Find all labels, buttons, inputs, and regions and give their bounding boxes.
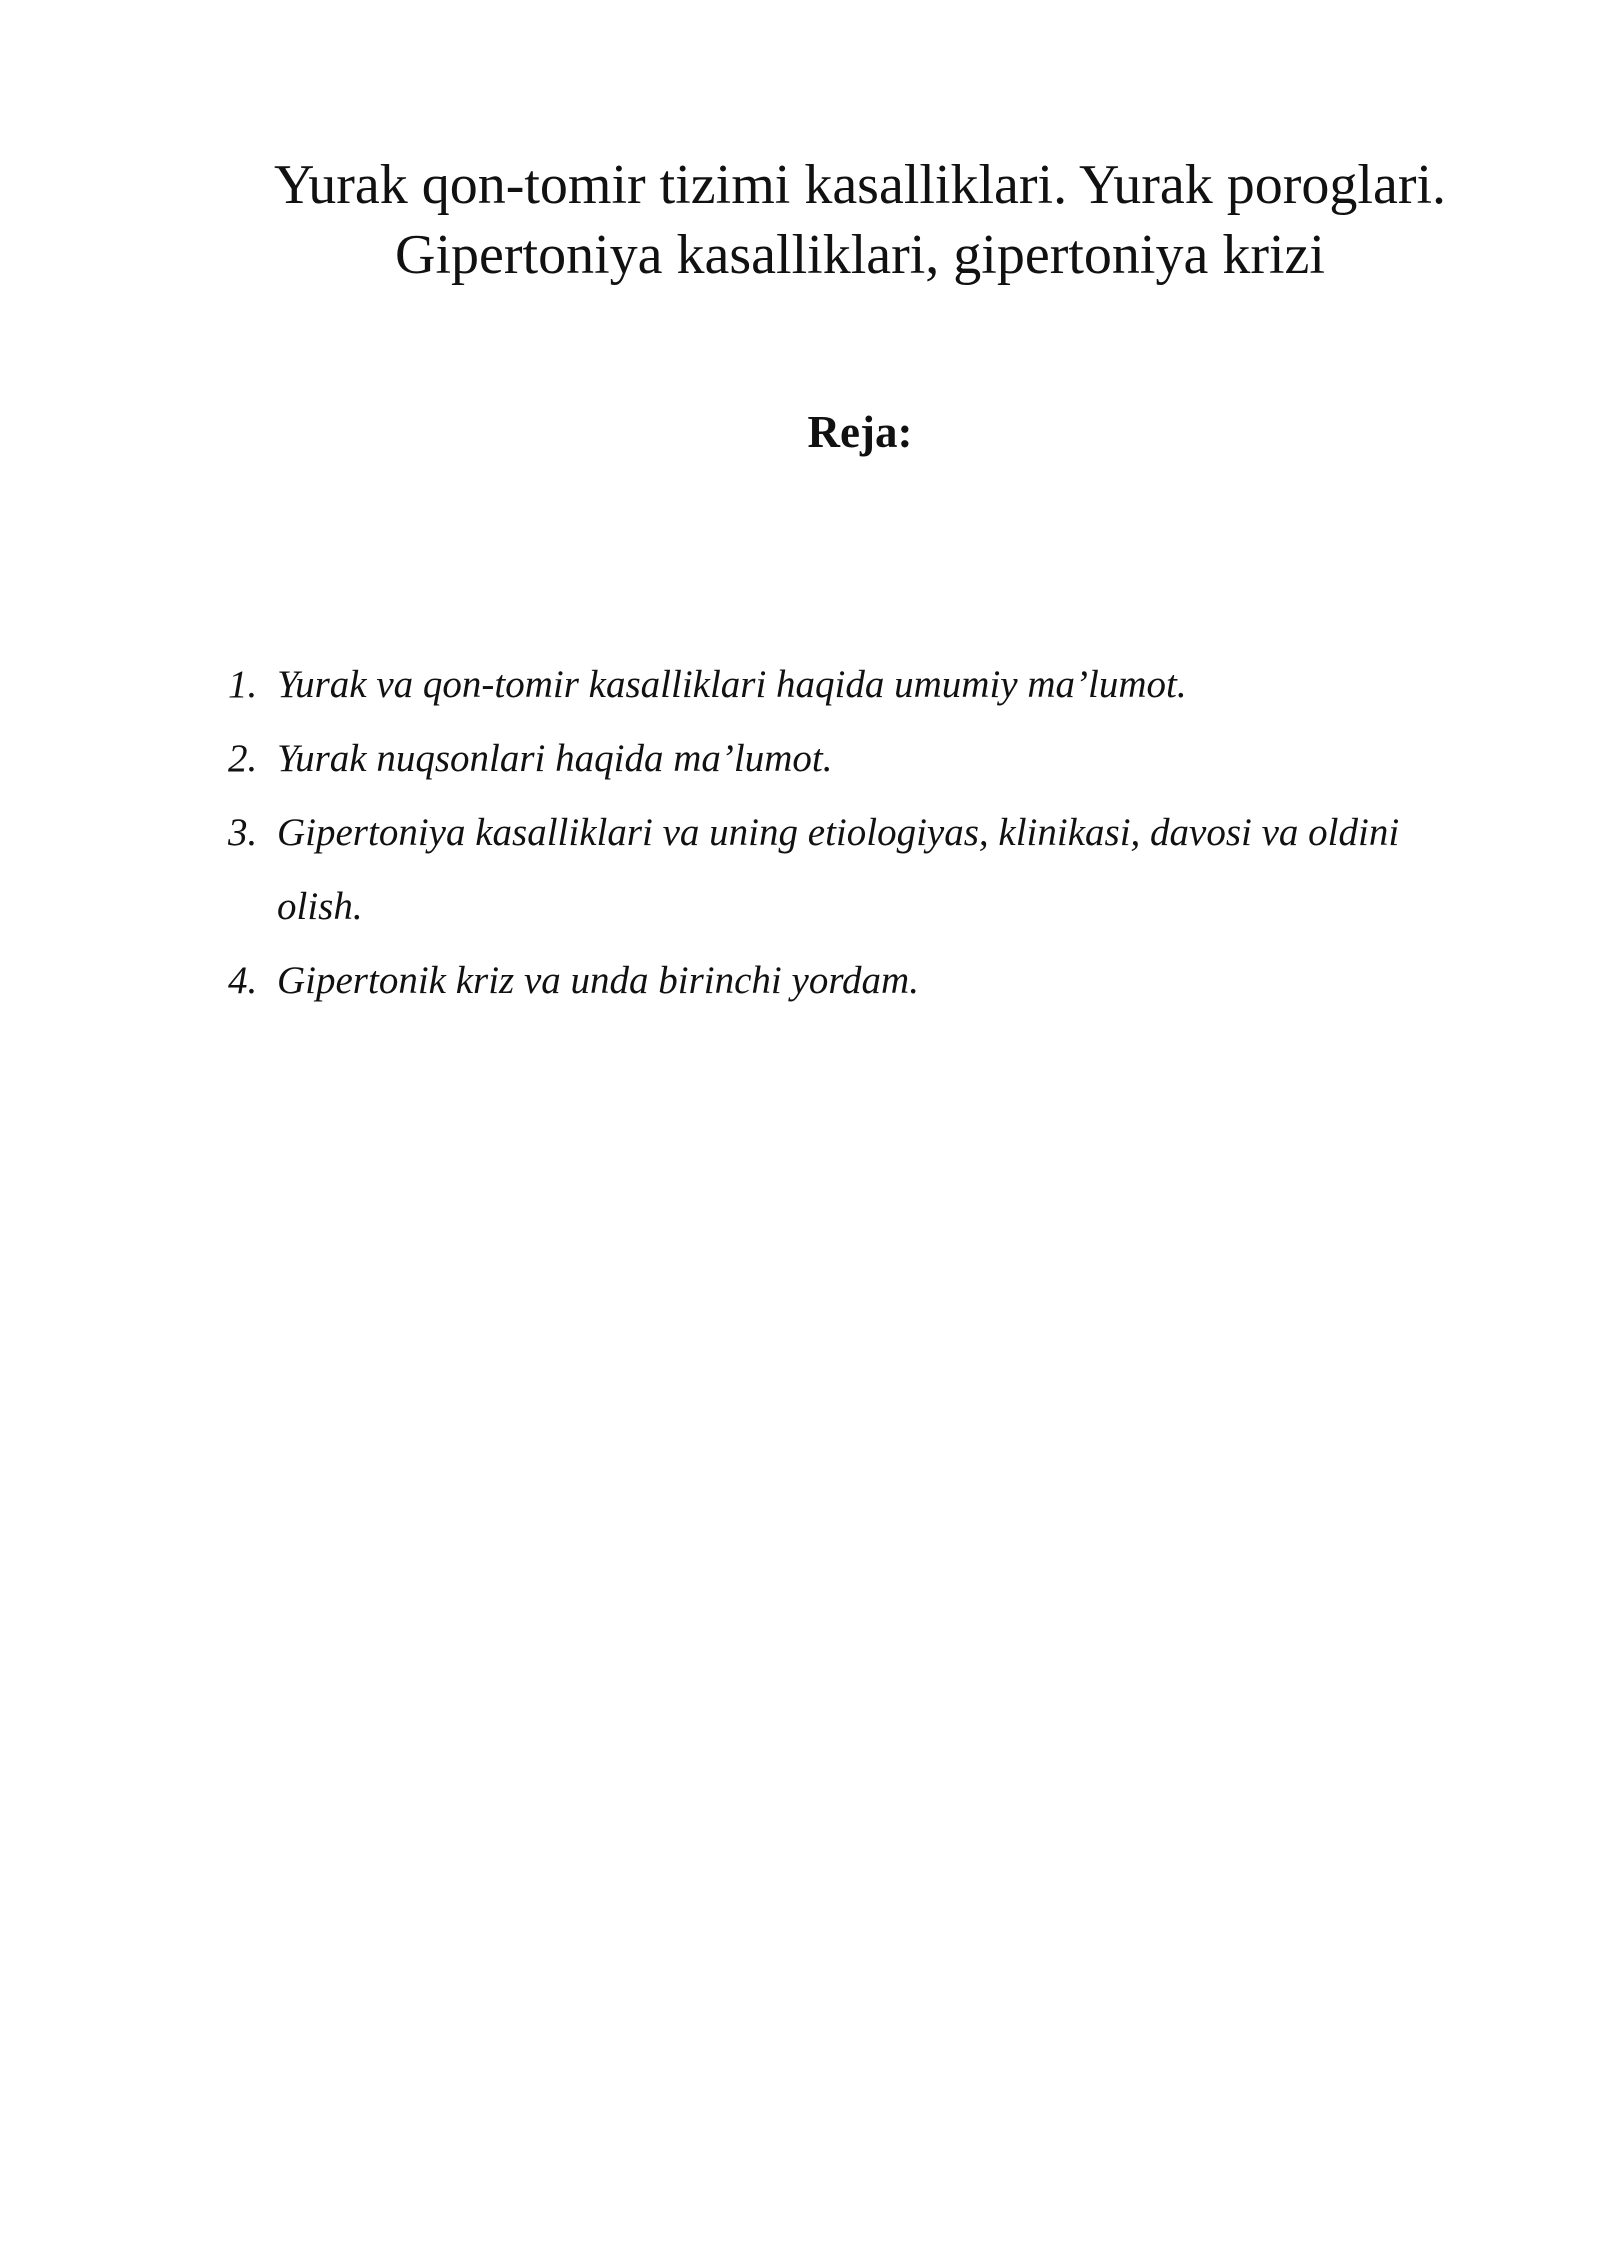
document-title (200, 150, 1520, 290)
title-line-2: Gipertoniya kasalliklari, gipertoniya krizi (395, 224, 1325, 286)
plan-item (228, 796, 1458, 944)
plan-item-text: Yurak va qon-tomir kasalliklari haqida umumiy ma’lumot. (277, 663, 1187, 706)
plan-item-text: Gipertoniya kasalliklari va uning etiologiyas, klinikasi, davosi va oldini olish. (277, 811, 1400, 928)
plan-heading: Reja: (807, 407, 913, 457)
plan-list (228, 648, 1458, 1018)
title-line-1: Yurak qon-tomir tizimi kasalliklari. Yurak poroglari. (273, 154, 1447, 216)
plan-item-text: Yurak nuqsonlari haqida ma’lumot. (277, 737, 833, 780)
plan-item (228, 722, 1458, 796)
plan-item-number: 3. (228, 811, 258, 854)
plan-item (228, 648, 1458, 722)
plan-item-number: 2. (228, 737, 258, 780)
plan-item (228, 944, 1458, 1018)
plan-item-number: 4. (228, 959, 258, 1002)
plan-item-number: 1. (228, 663, 258, 706)
plan-item-text: Gipertonik kriz va unda birinchi yordam. (277, 959, 919, 1002)
